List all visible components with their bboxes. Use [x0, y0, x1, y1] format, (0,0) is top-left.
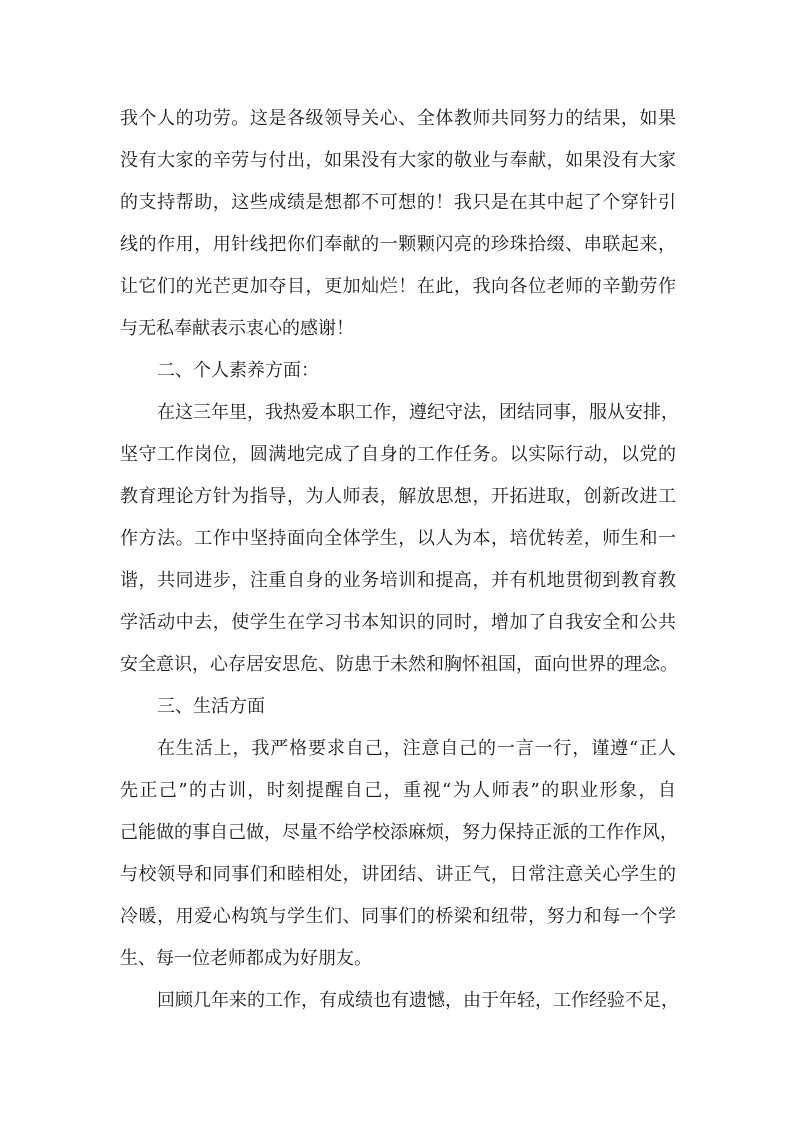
- paragraph-line: 冷暖，用爱心构筑与学生们、同事们的桥梁和纽带，努力和每一个学: [120, 906, 676, 927]
- paragraph-line: 与校领导和同事们和睦相处，讲团结、讲正气，日常注意关心学生的: [120, 864, 676, 885]
- paragraph-line: 安全意识，心存居安思危、防患于未然和胸怀祖国，面向世界的理念。: [120, 654, 678, 675]
- paragraph-line: 的支持帮助，这些成绩是想都不可想的！我只是在其中起了个穿针引: [120, 192, 676, 213]
- section-heading-life: 三、生活方面: [157, 696, 265, 717]
- paragraph-line: 生、每一位老师都成为好朋友。: [120, 948, 372, 969]
- paragraph-line: 回顾几年来的工作，有成绩也有遗憾，由于年轻，工作经验不足，: [157, 990, 679, 1011]
- document-body: [120, 98, 679, 1022]
- paragraph-line: 学活动中去，使学生在学习书本知识的同时，增加了自我安全和公共: [120, 612, 676, 633]
- paragraph-line: 在生活上，我严格要求自己，注意自己的一言一行，谨遵“正人: [157, 738, 676, 759]
- paragraph-line: 坚守工作岗位，圆满地完成了自身的工作任务。以实际行动，以党的: [120, 444, 676, 465]
- paragraph-line: 线的作用，用针线把你们奉献的一颗颗闪亮的珍珠拾缀、串联起来，: [120, 234, 676, 255]
- paragraph-line: 作方法。工作中坚持面向全体学生，以人为本，培优转差，师生和一: [120, 528, 676, 549]
- section-heading-personal-quality: 二、个人素养方面：: [157, 360, 319, 381]
- paragraph-line: 让它们的光芒更加夺目，更加灿烂！在此，我向各位老师的辛勤劳作: [120, 276, 676, 297]
- paragraph-line: 我个人的功劳。这是各级领导关心、全体教师共同努力的结果，如果: [120, 108, 676, 129]
- paragraph-line: 与无私奉献表示衷心的感谢！: [120, 318, 354, 339]
- paragraph-line: 谐，共同进步，注重自身的业务培训和提高，并有机地贯彻到教育教: [120, 570, 676, 591]
- paragraph-line: 教育理论方针为指导，为人师表，解放思想，开拓进取，创新改进工: [120, 486, 676, 507]
- paragraph-line: 先正己”的古训，时刻提醒自己，重视“为人师表”的职业形象，自: [120, 780, 676, 801]
- paragraph-line: 没有大家的辛劳与付出，如果没有大家的敬业与奉献，如果没有大家: [120, 150, 676, 171]
- paragraph-line: 在这三年里，我热爱本职工作，遵纪守法，团结同事，服从安排，: [157, 402, 679, 423]
- paragraph-line: 己能做的事自己做，尽量不给学校添麻烦，努力保持正派的工作作风，: [120, 822, 678, 843]
